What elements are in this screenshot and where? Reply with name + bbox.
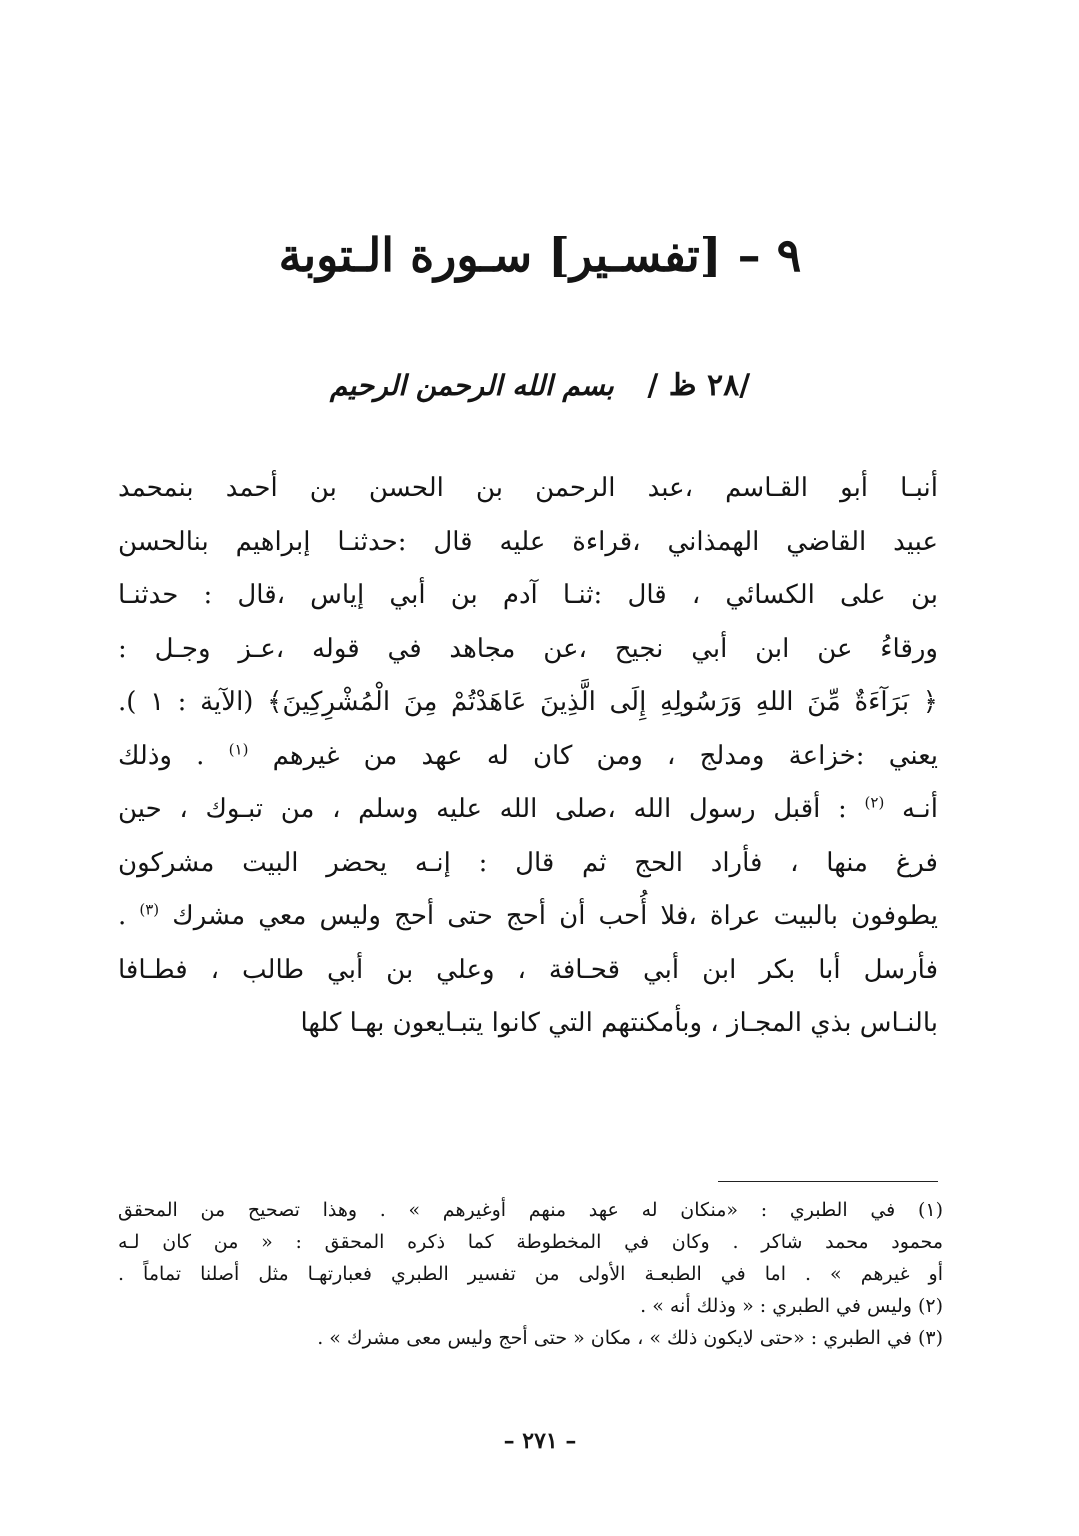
footnote-1-line-1: (١) في الطبري : «منكان له عهد منهم أوغيرهم » . وهذا تصحيح من المحقق xyxy=(118,1199,943,1221)
body-line-9 xyxy=(118,890,938,944)
footnote-1-line-3: أو غيرهم » . اما في الطبعـة الأولى من تفسير الطبري فعبارتهـا مثل أصلنا تماماً . xyxy=(118,1263,943,1285)
basmala: بسم الله الرحمن الرحيم xyxy=(329,369,614,402)
footnote-marker-2: (٢) xyxy=(864,793,885,812)
main-text-body xyxy=(118,462,938,1051)
footnote-3: (٣) في الطبري : «حتى لايكون ذلك » ، مكان « حتى أحج وليس معى مشرك » . xyxy=(317,1327,943,1349)
footnote-2: (٢) وليس في الطبري : « وذلك أنه » . xyxy=(640,1295,943,1317)
body-line-4: ورقاءُ عن ابن أبي نجيح ،عن مجاهد في قوله ،عـز وجـل : xyxy=(118,633,938,664)
footnote-1-line-2: محمود محمد شاكر . وكان في المخطوطة كما ذكره المحقق : « من كان لـه xyxy=(118,1231,943,1253)
footnotes-section xyxy=(118,1194,943,1354)
chapter-title: ٩ – [تفسـير] سـورة الـتوبة xyxy=(278,228,802,282)
page-number: – ٢٧١ – xyxy=(503,1428,577,1454)
footnote-separator xyxy=(718,1181,938,1182)
folio-and-basmala xyxy=(300,368,780,403)
footnote-marker-1: (١) xyxy=(228,739,249,758)
body-line-11: بالنـاس بذي المجـاز ، وبأمكنتهم التي كانوا يتبـايعون بهـا كلها xyxy=(300,1008,938,1038)
body-line-6-text: يعني :خزاعة ومدلج ، ومن كان له عهد من غيرهم xyxy=(272,740,938,771)
body-line-6-end: . وذلك xyxy=(118,740,205,771)
body-line-9-text: يطوفون بالبيت عراة ،فلا أُحب أن أحج حتى أحج وليس معي مشرك xyxy=(172,901,939,931)
body-line-2: عبيد القاضي الهمذاني ،قراءة عليه قال :حدثنـا إبراهيم بنالحسن xyxy=(118,526,938,557)
body-line-10: فأرسل أبا بكر ابن أبي قحـافة ، وعلي بن أبي طالب ، فطـافا xyxy=(118,954,938,985)
body-line-1: أنبـا أبو القـاسم ،عبد الرحمن بن الحسن بن أحمد بنمحمد xyxy=(118,473,938,503)
body-line-7-text: : أقبل رسول الله ،صلى الله عليه وسلم ، من تبـوك ، حين xyxy=(118,794,847,824)
body-line-8: فرغ منها ، فأراد الحج ثم قال : إنـه يحضر البيت مشركون xyxy=(118,847,938,878)
body-line-7-start: أنـه xyxy=(901,794,939,824)
folio-reference: /٢٨ ظ / xyxy=(647,368,751,403)
footnote-marker-3: (٣) xyxy=(139,900,160,919)
body-line-3: بن على الكسائي ، قال :ثنـا آدم بن أبي إياس ،قال : حدثنـا xyxy=(118,580,938,610)
body-line-6 xyxy=(118,730,938,784)
quran-verse-line: ﴿ بَرَآءَةٌ مِّنَ اللهِ وَرَسُولِهِ إِلَى الَّذِينَ عَاهَدْتُمْ مِنَ الْمُشْرِكِينَ﴾ (الآية : ١ ). xyxy=(118,687,938,717)
body-line-9-end: . xyxy=(118,901,127,931)
body-line-7 xyxy=(118,783,938,837)
